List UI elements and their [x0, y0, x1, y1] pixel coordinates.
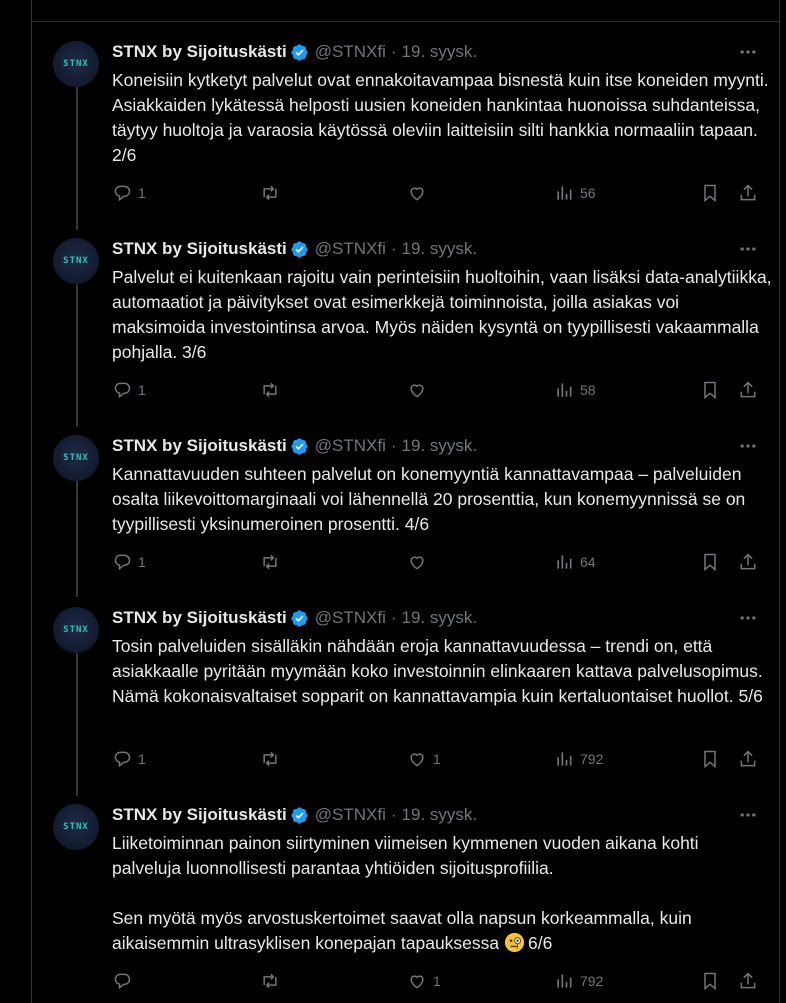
- more-dots-icon[interactable]: [737, 804, 759, 826]
- tweet-header: STNX by Sijoituskästi @STNXfi · 19. syysk.: [112, 42, 478, 61]
- like-button[interactable]: [407, 550, 433, 574]
- tweet-date[interactable]: 19. syysk.: [401, 805, 478, 824]
- like-button[interactable]: [407, 969, 441, 993]
- share-button[interactable]: [738, 181, 758, 205]
- reply-count: 1: [138, 751, 146, 767]
- bookmark-button[interactable]: [700, 378, 720, 402]
- retweet-button[interactable]: [260, 378, 286, 402]
- reply-button[interactable]: [112, 969, 138, 993]
- author-name[interactable]: STNX by Sijoituskästi: [112, 805, 287, 824]
- reply-count: 1: [138, 554, 146, 570]
- like-button[interactable]: [407, 181, 433, 205]
- tweet-4-of-6[interactable]: [32, 421, 779, 593]
- like-count: 1: [433, 973, 441, 989]
- tweet-text: Palvelut ei kuitenkaan rajoitu vain perinteisiin huoltoihin, vaan lisäksi data-analytiikka, automaatiot ja päivitykset ovat esimerkkejä toiminnoista, joilla asiakas voi maksimoida investointinsa arvoa. Myös näiden kysyntä on tyypillisesti vakaammalla pohjalla. 3/6: [112, 267, 772, 362]
- tweet-header: STNX by Sijoituskästi @STNXfi · 19. syysk.: [112, 608, 478, 627]
- views-button[interactable]: [554, 181, 596, 205]
- author-handle[interactable]: @STNXfi: [314, 42, 386, 61]
- tweet-actions: [112, 747, 759, 771]
- retweet-icon: [260, 380, 280, 400]
- share-icon: [738, 183, 758, 203]
- like-button[interactable]: [407, 747, 441, 771]
- tweet-date[interactable]: 19. syysk.: [401, 436, 478, 455]
- more-dots-icon[interactable]: [737, 607, 759, 629]
- share-button[interactable]: [738, 378, 758, 402]
- bookmark-icon: [700, 183, 720, 203]
- bookmark-button[interactable]: [700, 747, 720, 771]
- views-button[interactable]: [554, 550, 596, 574]
- tweet-actions: [112, 378, 759, 402]
- tweet-6-of-6[interactable]: [32, 790, 779, 1003]
- retweet-button[interactable]: [260, 969, 286, 993]
- avatar[interactable]: STNX: [53, 435, 99, 481]
- reply-icon: [112, 380, 132, 400]
- timeline-column: [31, 0, 780, 1003]
- more-dots-icon[interactable]: [737, 238, 759, 260]
- reply-count: 1: [138, 382, 146, 398]
- avatar[interactable]: STNX: [53, 607, 99, 653]
- bookmark-icon: [700, 749, 720, 769]
- tweet-actions: [112, 969, 759, 993]
- views-count: 58: [580, 382, 596, 398]
- views-icon: [554, 749, 574, 769]
- verified-badge-icon: [290, 240, 309, 259]
- avatar[interactable]: STNX: [53, 41, 99, 87]
- reply-icon: [112, 552, 132, 572]
- like-icon: [407, 183, 427, 203]
- tweet-date[interactable]: 19. syysk.: [401, 42, 478, 61]
- tweet-date[interactable]: 19. syysk.: [401, 608, 478, 627]
- tweet-text: Tosin palveluiden sisälläkin nähdään eroja kannattavuudessa – trendi on, että asiakkaalle pyritään myymään koko investoinnin elinkaaren kattava palvelusopimus. Nämä kokonaisvaltaiset sopparit on kannattavampia kuin kertaluontaiset huollot. 5/6: [112, 636, 763, 706]
- face-with-monocle-emoji: [504, 932, 525, 953]
- share-icon: [738, 971, 758, 991]
- reply-icon: [112, 749, 132, 769]
- tweet-header: STNX by Sijoituskästi @STNXfi · 19. syysk.: [112, 436, 478, 455]
- retweet-button[interactable]: [260, 181, 286, 205]
- reply-button[interactable]: [112, 550, 146, 574]
- verified-badge-icon: [290, 609, 309, 628]
- author-handle[interactable]: @STNXfi: [314, 436, 386, 455]
- verified-badge-icon: [290, 437, 309, 456]
- views-icon: [554, 552, 574, 572]
- retweet-icon: [260, 749, 280, 769]
- retweet-button[interactable]: [260, 747, 286, 771]
- author-handle[interactable]: @STNXfi: [314, 608, 386, 627]
- views-icon: [554, 971, 574, 991]
- more-dots-icon[interactable]: [737, 435, 759, 457]
- author-name[interactable]: STNX by Sijoituskästi: [112, 436, 287, 455]
- like-button[interactable]: [407, 378, 433, 402]
- tweet-3-of-6[interactable]: [32, 224, 779, 421]
- like-count: 1: [433, 751, 441, 767]
- views-count: 792: [580, 973, 604, 989]
- views-count: 792: [580, 751, 604, 767]
- tweet-header: STNX by Sijoituskästi @STNXfi · 19. syysk.: [112, 805, 478, 824]
- avatar[interactable]: STNX: [53, 238, 99, 284]
- tweet-header: STNX by Sijoituskästi @STNXfi · 19. syysk.: [112, 239, 478, 258]
- reply-button[interactable]: [112, 378, 146, 402]
- share-button[interactable]: [738, 550, 758, 574]
- reply-icon: [112, 971, 132, 991]
- share-icon: [738, 380, 758, 400]
- tweet-date[interactable]: 19. syysk.: [401, 239, 478, 258]
- verified-badge-icon: [290, 806, 309, 825]
- reply-count: 1: [138, 185, 146, 201]
- reply-icon: [112, 183, 132, 203]
- share-button[interactable]: [738, 747, 758, 771]
- reply-button[interactable]: [112, 181, 146, 205]
- views-icon: [554, 183, 574, 203]
- author-name[interactable]: STNX by Sijoituskästi: [112, 239, 287, 258]
- bookmark-button[interactable]: [700, 181, 720, 205]
- author-handle[interactable]: @STNXfi: [314, 805, 386, 824]
- tweet-5-of-6[interactable]: [32, 593, 779, 790]
- author-handle[interactable]: @STNXfi: [314, 239, 386, 258]
- views-button[interactable]: [554, 969, 603, 993]
- bookmark-button[interactable]: [700, 550, 720, 574]
- author-name[interactable]: STNX by Sijoituskästi: [112, 608, 287, 627]
- like-icon: [407, 971, 427, 991]
- retweet-icon: [260, 971, 280, 991]
- bookmark-icon: [700, 971, 720, 991]
- tweet-actions: [112, 181, 759, 205]
- tweet-2-of-6[interactable]: [32, 27, 779, 224]
- bookmark-icon: [700, 380, 720, 400]
- more-dots-icon[interactable]: [737, 41, 759, 63]
- avatar[interactable]: STNX: [53, 804, 99, 850]
- views-icon: [554, 380, 574, 400]
- share-icon: [738, 552, 758, 572]
- tweet-actions: [112, 550, 759, 574]
- tweet-text: Liiketoiminnan painon siirtyminen viimeisen kymmenen vuoden aikana kohti palveluja luonnollisesti parantaa yhtiöiden sijoitusprofiilia. Sen myötä myös arvostuskertoimet saavat olla napsun korkeammalla, kuin aikaisemmin ultrasyklisen konepajan tapauksessa 6/6: [112, 833, 699, 953]
- retweet-icon: [260, 552, 280, 572]
- share-button[interactable]: [738, 969, 758, 993]
- like-icon: [407, 552, 427, 572]
- bookmark-icon: [700, 552, 720, 572]
- verified-badge-icon: [290, 43, 309, 62]
- share-icon: [738, 749, 758, 769]
- bookmark-button[interactable]: [700, 969, 720, 993]
- reply-button[interactable]: [112, 747, 146, 771]
- author-name[interactable]: STNX by Sijoituskästi: [112, 42, 287, 61]
- views-count: 64: [580, 554, 596, 570]
- tweet-text: Koneisiin kytketyt palvelut ovat ennakoitavampaa bisnestä kuin itse koneiden myynti. Asiakkaiden lykätessä helposti uusien koneiden hankintaa huonoissa suhdanteissa, täytyy huoltoja ja varaosia käytössä oleviin laitteisiin silti hankkia normaaliin tapaan. 2/6: [112, 70, 769, 165]
- top-divider: [32, 21, 779, 22]
- views-button[interactable]: [554, 747, 603, 771]
- views-button[interactable]: [554, 378, 596, 402]
- views-count: 56: [580, 185, 596, 201]
- like-icon: [407, 749, 427, 769]
- tweet-text: Kannattavuuden suhteen palvelut on konemyyntiä kannattavampaa – palveluiden osalta liikevoittomarginaali voi lähennellä 20 prosenttia, kun konemyynnissä se on tyypillisesti yksinumeroinen prosentti. 4/6: [112, 464, 746, 534]
- retweet-icon: [260, 183, 280, 203]
- retweet-button[interactable]: [260, 550, 286, 574]
- like-icon: [407, 380, 427, 400]
